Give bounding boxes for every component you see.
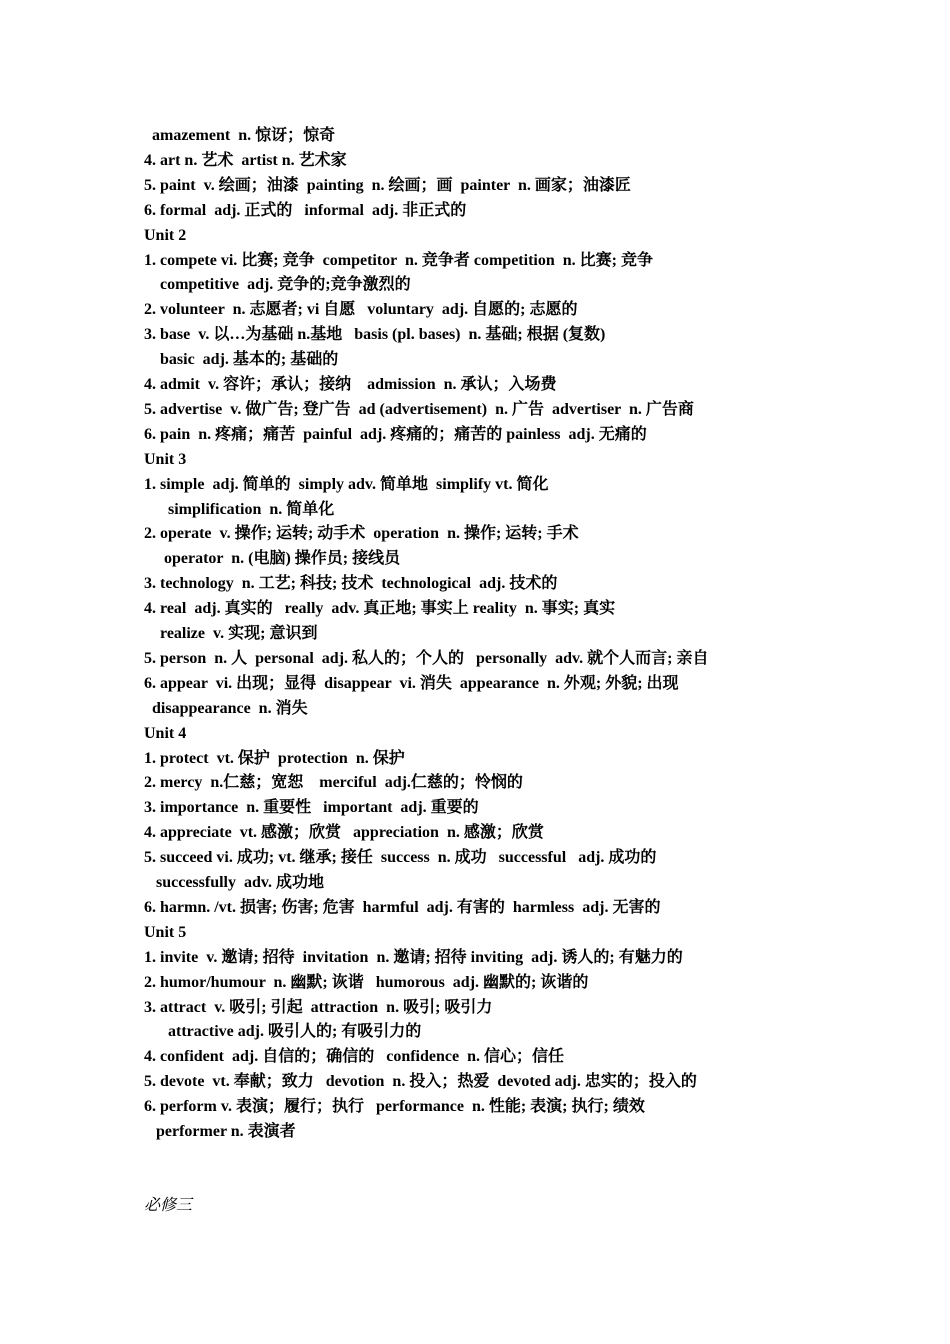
vocab-line: 1. invite v. 邀请; 招待 invitation n. 邀请; 招待 inviting adj. 诱人的; 有魅力的 — [144, 948, 683, 966]
vocab-line: 2. volunteer n. 志愿者; vi 自愿 voluntary adj. 自愿的; 志愿的 — [144, 301, 578, 319]
vocab-line: 2. mercy n.仁慈；宽恕 merciful adj.仁慈的；怜悯的 — [144, 774, 523, 792]
vocab-line: 6. pain n. 疼痛；痛苦 painful adj. 疼痛的；痛苦的 painless adj. 无痛的 — [144, 425, 647, 443]
vocab-line: operator n. (电脑) 操作员; 接线员 — [144, 550, 401, 568]
vocab-line: disappearance n. 消失 — [144, 699, 308, 717]
vocab-line: amazement n. 惊讶；惊奇 — [144, 127, 336, 144]
vocab-line: 2. humor/humour n. 幽默; 诙谐 humorous adj. 幽默的; 诙谐的 — [144, 973, 589, 991]
unit-heading: Unit 2 — [144, 226, 187, 244]
vocab-line: competitive adj. 竞争的;竞争激烈的 — [144, 276, 411, 294]
vocab-line: attractive adj. 吸引人的; 有吸引力的 — [144, 1023, 422, 1041]
vocab-line: 5. paint v. 绘画；油漆 painting n. 绘画；画 painter n. 画家；油漆匠 — [144, 176, 631, 194]
vocab-line: 4. confident adj. 自信的；确信的 confidence n. 信心；信任 — [144, 1048, 565, 1066]
vocab-line: 4. art n. 艺术 artist n. 艺术家 — [144, 151, 347, 169]
vocab-line: 4. appreciate vt. 感激；欣赏 appreciation n. 感激；欣赏 — [144, 824, 544, 842]
vocab-line: 6. perform v. 表演；履行；执行 performance n. 性能; 表演; 执行; 绩效 — [144, 1098, 645, 1116]
vocab-line: 6. formal adj. 正式的 informal adj. 非正式的 — [144, 201, 467, 219]
vocab-line: 1. simple adj. 简单的 simply adv. 简单地 simplify vt. 简化 — [144, 475, 549, 493]
vocab-line: 3. technology n. 工艺; 科技; 技术 technological adj. 技术的 — [144, 575, 558, 593]
vocab-line: 3. importance n. 重要性 important adj. 重要的 — [144, 799, 479, 817]
vocab-line: basic adj. 基本的; 基础的 — [144, 351, 339, 369]
vocab-line: realize v. 实现; 意识到 — [144, 625, 318, 642]
vocab-line: 4. real adj. 真实的 really adv. 真正地; 事实上 reality n. 事实; 真实 — [144, 600, 616, 618]
unit-heading: Unit 3 — [144, 450, 187, 468]
vocab-line: simplification n. 简单化 — [144, 500, 335, 518]
vocab-line: 4. admit v. 容许；承认；接纳 admission n. 承认；入场费 — [144, 376, 557, 393]
unit-heading: Unit 5 — [144, 923, 187, 941]
vocab-line: 3. attract v. 吸引; 引起 attraction n. 吸引; 吸引力 — [144, 998, 493, 1016]
vocab-line: 5. person n. 人 personal adj. 私人的；个人的 personally adv. 就个人而言; 亲自 — [144, 649, 709, 667]
vocab-line: 6. harmn. /vt. 损害; 伤害; 危害 harmful adj. 有害的 harmless adj. 无害的 — [144, 898, 661, 916]
vocab-line: 1. compete vi. 比赛; 竞争 competitor n. 竞争者 competition n. 比赛; 竞争 — [144, 251, 653, 269]
vocab-line: 5. devote vt. 奉献；致力 devotion n. 投入；热爱 devoted adj. 忠实的；投入的 — [144, 1073, 697, 1091]
section-heading-bixiu-san: 必修三 — [144, 1197, 193, 1214]
vocab-line: 3. base v. 以…为基础 n.基地 basis (pl. bases) n. 基础; 根据 (复数) — [144, 326, 606, 344]
vocab-line: 5. advertise v. 做广告; 登广告 ad (advertisement) n. 广告 advertiser n. 广告商 — [144, 400, 694, 418]
vocab-line: 6. appear vi. 出现；显得 disappear vi. 消失 appearance n. 外观; 外貌; 出现 — [144, 674, 679, 692]
vocab-line: 5. succeed vi. 成功; vt. 继承; 接任 success n. 成功 successful adj. 成功的 — [144, 849, 657, 867]
unit-heading: Unit 4 — [144, 724, 187, 742]
vocab-line: successfully adv. 成功地 — [144, 874, 325, 891]
vocab-line: performer n. 表演者 — [144, 1123, 296, 1140]
vocab-line: 2. operate v. 操作; 运转; 动手术 operation n. 操作; 运转; 手术 — [144, 525, 579, 543]
vocab-line: 1. protect vt. 保护 protection n. 保护 — [144, 749, 405, 767]
